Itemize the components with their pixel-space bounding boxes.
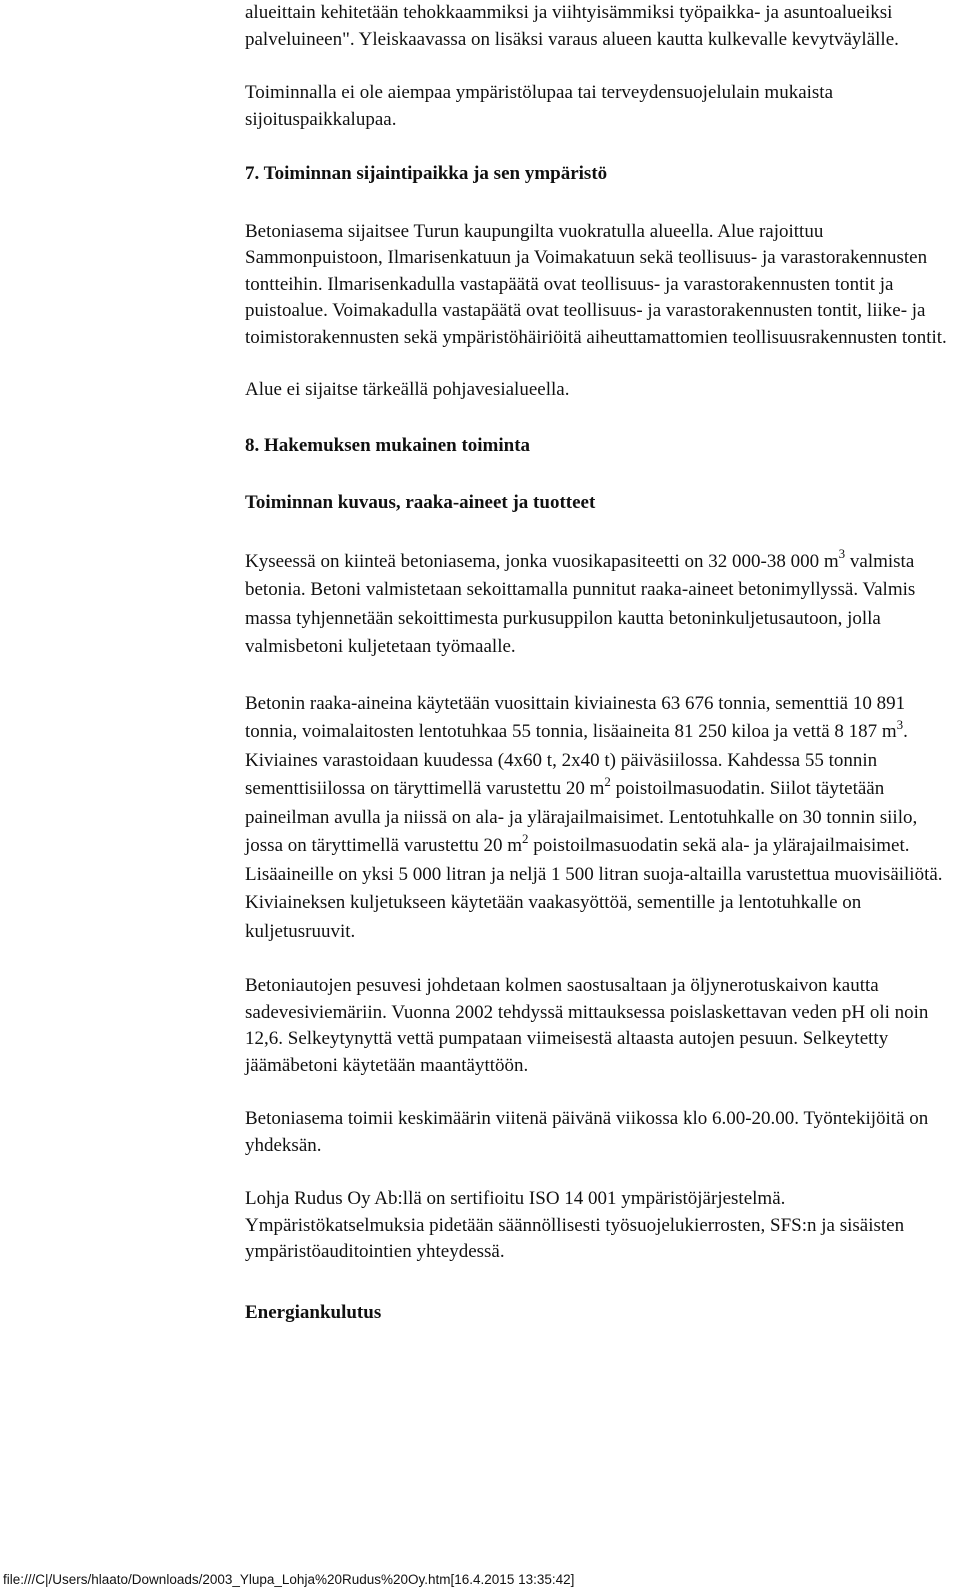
groundwater-paragraph: Alue ei sijaitse tärkeällä pohjavesialueella.: [245, 379, 570, 400]
location-paragraph: Betoniasema sijaitsee Turun kaupungilta vuokratulla alueella. Alue rajoittuu Sammonpuistoon, Ilmarisenkatuun ja Voimakatuun sekä teollisuus- ja varastorakennusten tontteihin. Ilmarisenkadulla vastapäätä ovat teollisuus- ja varastorakennusten tontit ja puistoalue. Voimakadulla vastapäätä ovat teollisuus- ja varastorakennusten tontit, liike- ja toimistorakennusten sekä ympäristöhäiriöitä aiheuttamattomien teollisuusrakennusten tontit.: [245, 220, 947, 348]
energy-consumption-heading: Energiankulutus: [245, 1301, 382, 1323]
intro-paragraph-2: Toiminnalla ei ole aiempaa ympäristölupaa tai terveydensuojelulain mukaista sijoituspaikkalupaa.: [245, 82, 834, 130]
intro-paragraph-1: alueittain kehitetään tehokkaammiksi ja viihtyisämmiksi työpaikka- ja asuntoalueiksi palveluineen". Yleiskaavassa on lisäksi varaus alueen kautta kulkevalle kevytväylälle.: [245, 2, 899, 50]
raw-materials-paragraph: Betonin raaka-aineina käytetään vuosittain kiviainesta 63 676 tonnia, sementtiä 10 891 tonnia, voimalaitosten lentotuhkaa 55 tonnia, lisäaineita 81 250 kiloa ja vettä 8 187 $m^3$. Kiviaines varastoidaan kuudessa (4x60 t, 2x40 t) päiväsiilossa. Kahdessa 55 tonnin sementtisiilossa on täryttimellä varustettu 20 $m^2$ poistoilmasuodatin. Siilot täytetään paineilman avulla ja niissä on ala- ja ylärajailmaisimet. Lentotuhkalle on 30 tonnin siilo, jossa on täryttimellä varustettu 20 $m^2$ poistoilmasuodatin sekä ala- ja ylärajailmaisimet. Lisäaineille on yksi 5 000 litran ja neljä 1 500 litran suoja-altailla varustettua muovisäiliötä. Kiviaineksen kuljetukseen käytetään vaakasyöttöä, sementille ja lentotuhkalle on kuljetusruuvit.: [245, 692, 943, 942]
document-body: [245, 0, 955, 1326]
certification-paragraph: Lohja Rudus Oy Ab:llä on sertifioitu ISO 14 001 ympäristöjärjestelmä. Ympäristökatselmuksia pidetään säännöllisesti työsuojelukierrosten, SFS:n ja sisäisten ympäristöauditointien yhteydessä.: [245, 1188, 905, 1262]
section-8-heading: 8. Hakemuksen mukainen toiminta: [245, 434, 531, 456]
operation-description-heading: Toiminnan kuvaus, raaka-aineet ja tuotteet: [245, 492, 596, 513]
operating-hours-paragraph: Betoniasema toimii keskimäärin viitenä päivänä viikossa klo 6.00-20.00. Työntekijöitä on yhdeksän.: [245, 1108, 929, 1156]
capacity-paragraph: Kyseessä on kiinteä betoniasema, jonka vuosikapasiteetti on 32 000-38 000 $m^3$ valmista betonia. Betoni valmistetaan sekoittamalla punnitut raaka-aineet betonimyllyssä. Valmis massa tyhjennetään sekoittimesta purkusuppilon kautta betoninkuljetusautoon, jolla valmisbetoni kuljetetaan työmaalle.: [245, 546, 916, 657]
section-7-heading: 7. Toiminnan sijaintipaikka ja sen ympäristö: [245, 163, 608, 184]
wash-water-paragraph: Betoniautojen pesuvesi johdetaan kolmen saostusaltaan ja öljynerotuskaivon kautta sadevesiviemäriin. Vuonna 2002 tehdyssä mittauksessa poislaskettavan veden pH oli noin 12,6. Selkeytynyttä vettä pumpataan viimeisestä altaasta autojen pesuun. Selkeytetty jäämäbetoni käytetään maantäyttöön.: [245, 975, 929, 1076]
page-footer-url: file:///C|/Users/hlaato/Downloads/2003_Ylupa_Lohja%20Rudus%20Oy.htm[16.4.2015 13:35:42]: [3, 1572, 575, 1587]
